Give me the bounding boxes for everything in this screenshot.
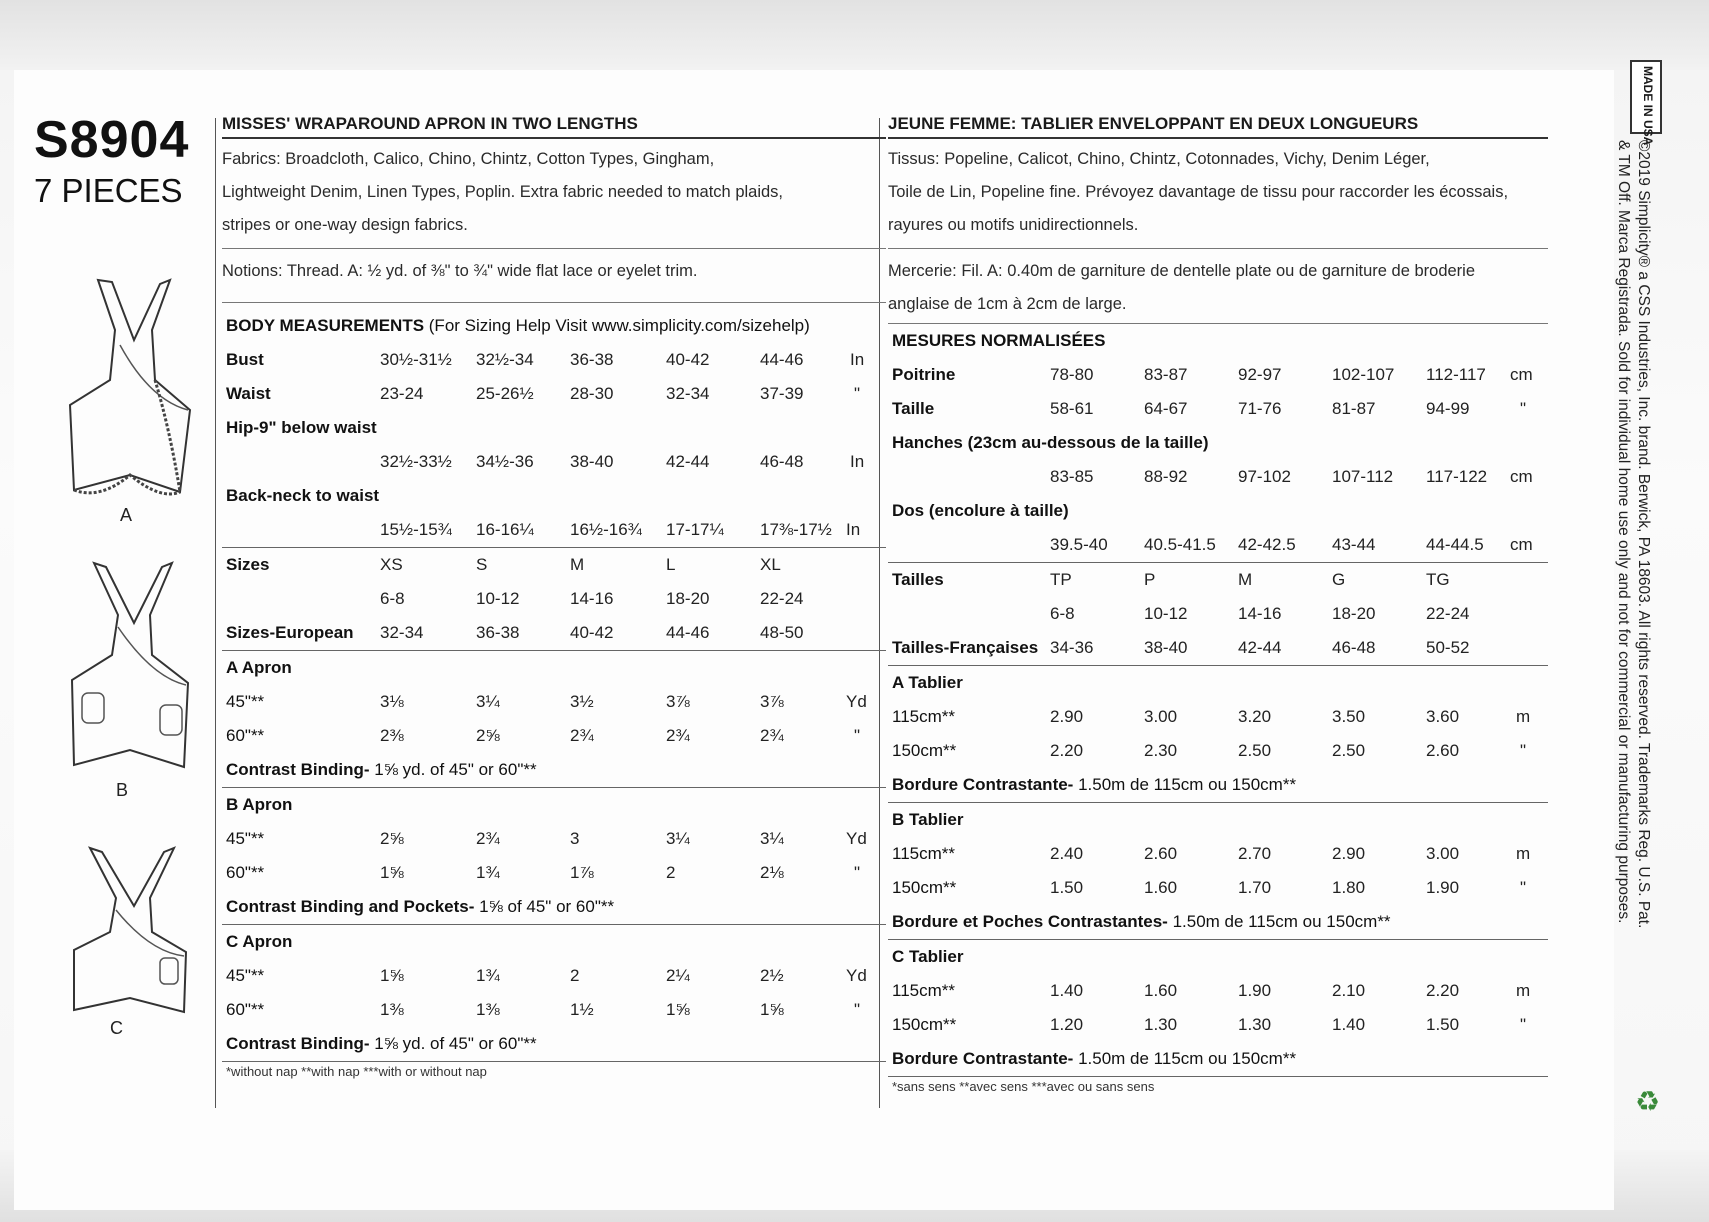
piece-count: 7 PIECES [34,172,183,209]
french-b-115: 115cm** 2.40 2.60 2.70 2.90 3.00 m [892,844,1531,863]
french-c-115: 115cm** 1.40 1.60 1.90 2.10 2.20 m [892,981,1531,1000]
english-body-heading: BODY MEASUREMENTS (For Sizing Help Visit www.simplicity.com/sizehelp) [226,316,810,335]
english-footnote: *without nap **with nap ***with or without nap [226,1064,487,1079]
french-footnote: *sans sens **avec sens ***avec ou sans sens [892,1079,1155,1094]
english-c-title: C Apron [226,932,293,951]
left-divider [215,118,216,1108]
english-fabrics-3: stripes or one-way design fabrics. [222,216,468,234]
english-back-row: 15½-15¾ 16-16¼ 16½-16¾ 17-17¼ 17⅜-17½ In [380,520,861,539]
english-a-60: 60"** 2⅜ 2⅝ 2¾ 2¾ 2¾ " [226,726,861,745]
french-b-binding: Bordure et Poches Contrastantes- 1.50m de 115cm ou 150cm** [892,912,1391,931]
english-bust-row: Bust 30½-31½ 32½-34 36-38 40-42 44-46 In [226,350,865,369]
french-title: JEUNE FEMME: TABLIER ENVELOPPANT EN DEUX LONGUEURS [888,110,1548,139]
french-c-binding: Bordure Contrastante- 1.50m de 115cm ou 150cm** [892,1049,1297,1068]
apron-b-illustration [60,555,200,775]
english-sizes-eu-row: Sizes-European 32-34 36-38 40-42 44-46 48-50 [226,623,804,642]
view-c-label: C [110,1018,123,1038]
english-b-binding: Contrast Binding and Pockets- 1⅝ of 45" or 60"** [226,897,615,916]
french-back-label: Dos (encolure à taille) [892,501,1069,520]
view-b-label: B [116,780,129,800]
french-c-title: C Tablier [892,947,964,966]
copyright-line-2: & TM Off. Marca Registrada. Sold for individual home use only and not for commercial or manufacturing purposes. [1615,140,1632,924]
french-a-binding: Bordure Contrastante- 1.50m de 115cm ou 150cm** [892,775,1297,794]
french-sizes-num-row: 6-8 10-12 14-16 18-20 22-24 [1050,604,1470,623]
english-b-60: 60"** 1⅝ 1¾ 1⅞ 2 2⅛ " [226,863,861,882]
view-a-label: A [120,505,133,525]
french-a-title: A Tablier [892,673,963,692]
french-hip-label: Hanches (23cm au-dessous de la taille) [892,433,1209,452]
english-c-45: 45"** 1⅝ 1¾ 2 2¼ 2½ Yd [226,966,867,985]
french-notions-1: Mercerie: Fil. A: 0.40m de garniture de dentelle plate ou de garniture de broderie [888,262,1476,280]
english-title: MISSES' WRAPAROUND APRON IN TWO LENGTHS [222,110,886,139]
french-bust-row: Poitrine 78-80 83-87 92-97 102-107 112-117 cm [892,365,1533,384]
french-sizes-fr-row: Tailles-Françaises 34-36 38-40 42-44 46-48 50-52 [892,638,1470,657]
english-c-binding: Contrast Binding- 1⅝ yd. of 45" or 60"** [226,1034,537,1053]
french-hip-row: 83-85 88-92 97-102 107-112 117-122 cm [1050,467,1533,486]
english-b-45: 45"** 2⅝ 2¾ 3 3¼ 3¼ Yd [226,829,867,848]
english-a-45: 45"** 3⅛ 3¼ 3½ 3⅞ 3⅞ Yd [226,692,867,711]
french-a-115: 115cm** 2.90 3.00 3.20 3.50 3.60 m [892,707,1531,726]
copyright-strip [1615,120,1665,1160]
french-b-title: B Tablier [892,810,964,829]
top-flap [0,0,1709,70]
english-column [222,110,886,1082]
english-waist-row: Waist 23-24 25-26½ 28-30 32-34 37-39 " [226,384,861,403]
english-a-title: A Apron [226,658,292,677]
apron-a-illustration [60,270,200,500]
english-c-60: 60"** 1⅜ 1⅜ 1½ 1⅝ 1⅝ " [226,1000,861,1019]
french-fabrics-1: Tissus: Popeline, Calicot, Chino, Chintz, Cotonnades, Vichy, Denim Léger, [888,150,1430,168]
english-notions: Notions: Thread. A: ½ yd. of ⅜" to ¾" wide flat lace or eyelet trim. [222,262,698,280]
english-hip-label: Hip-9" below waist [226,418,377,437]
english-hip-row: 32½-33½ 34½-36 38-40 42-44 46-48 In [380,452,865,471]
french-back-row: 39.5-40 40.5-41.5 42-42.5 43-44 44-44.5 cm [1050,535,1533,554]
french-fabrics-3: rayures ou motifs unidirectionnels. [888,216,1139,234]
french-notions-2: anglaise de 1cm à 2cm de large. [888,295,1127,313]
apron-c-illustration [60,840,200,1020]
english-fabrics-1: Fabrics: Broadcloth, Calico, Chino, Chintz, Cotton Types, Gingham, [222,150,715,168]
french-waist-row: Taille 58-61 64-67 71-76 81-87 94-99 " [892,399,1527,418]
english-b-title: B Apron [226,795,293,814]
english-sizes-row: Sizes XS S M L XL [226,555,781,574]
french-a-150: 150cm** 2.20 2.30 2.50 2.50 2.60 " [892,741,1527,760]
copyright-line-1: ©2019 Simplicity® a CSS Industries, Inc. brand. Berwick, PA 18603. All rights reserved. Trademarks Reg. U.S. Pat. [1635,140,1652,929]
french-column [888,110,1548,1097]
french-c-150: 150cm** 1.20 1.30 1.30 1.40 1.50 " [892,1015,1527,1034]
made-in-usa-badge: MADE IN USA [1630,60,1662,134]
french-b-150: 150cm** 1.50 1.60 1.70 1.80 1.90 " [892,878,1527,897]
english-fabrics-2: Lightweight Denim, Linen Types, Poplin. Extra fabric needed to match plaids, [222,183,784,201]
pattern-number: S8904 [34,111,190,169]
french-fabrics-2: Toile de Lin, Popeline fine. Prévoyez davantage de tissu pour raccorder les écossais, [888,183,1509,201]
english-back-label: Back-neck to waist [226,486,380,505]
recycle-icon: ♻ [1635,1086,1661,1117]
english-sizes-num-row: 6-8 10-12 14-16 18-20 22-24 [380,589,804,608]
french-sizes-row: Tailles TP P M G TG [892,570,1450,589]
english-a-binding: Contrast Binding- 1⅝ yd. of 45" or 60"** [226,760,537,779]
french-body-heading: MESURES NORMALISÉES [888,323,1548,358]
